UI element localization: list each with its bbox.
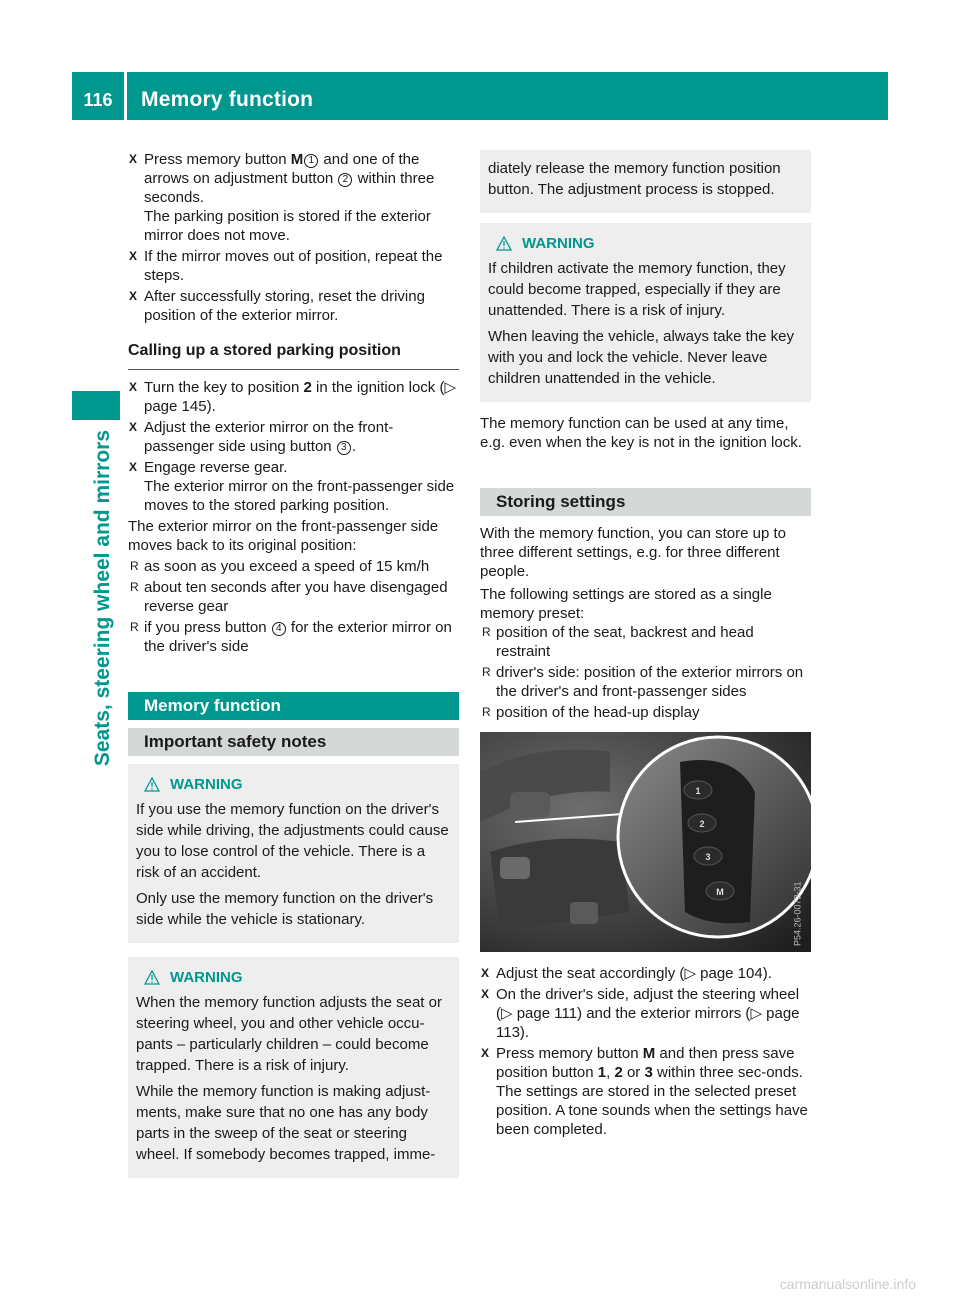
subsection-title-safety-notes: Important safety notes [128, 728, 459, 756]
calling-up-heading: Calling up a stored parking position [128, 341, 459, 370]
callout-number: 1 [304, 154, 318, 168]
callout-number: 4 [272, 622, 286, 636]
bullet-icon: R [130, 580, 139, 594]
warning-title: WARNING [136, 774, 451, 795]
memory-button-1-label: 1 [695, 786, 701, 796]
step-item: X Adjust the exterior mirror on the front-passenger side using button 3 . [129, 419, 394, 455]
list-item: R about ten seconds after you have disengaged reverse gear [130, 579, 448, 615]
list-item: R position of the seat, backrest and head restraint [482, 624, 754, 660]
step-arrow-icon: X [129, 460, 138, 474]
step-arrow-icon: X [481, 966, 490, 980]
bullet-icon: R [130, 620, 139, 634]
step-item: X If the mirror moves out of position, repeat the steps. [129, 248, 443, 284]
bullet-icon: R [130, 559, 139, 573]
left-column [128, 150, 459, 1178]
page-title: Memory function [141, 88, 314, 111]
page-reference-link[interactable]: page 104 [700, 965, 763, 982]
warning-box: WARNING If children activate the memory function, they could become trapped, especially if they are unattended. There is a risk of injury. When leaving the vehicle, always take the key with you and lock the vehicle. Never leave children unattended in the vehicle. [480, 223, 811, 402]
list-item: R as soon as you exceed a speed of 15 km/h [130, 558, 430, 575]
step-item: X Press memory button M and then press save position button 1, 2 or 3 within three sec-onds. The settings are stored in the selected preset position. A tone sounds when the settings have been completed. [481, 1045, 808, 1138]
step-arrow-icon: X [481, 1046, 490, 1060]
callout-number: 2 [338, 173, 352, 187]
figure-caption: P54.26-0072-31 [793, 881, 803, 946]
step-item: X Adjust the seat accordingly (▷ page 104). [481, 965, 772, 982]
step-item: X Engage reverse gear. The exterior mirror on the front-passenger side moves to the stored parking position. [129, 459, 455, 514]
bullet-icon: R [482, 665, 491, 679]
step-arrow-icon: X [129, 289, 138, 303]
header-separator [124, 72, 127, 120]
footer-watermark: carmanualsonline.info [779, 1276, 916, 1292]
memory-buttons-figure [480, 732, 811, 952]
warning-box-continued: diately release the memory function position button. The adjustment process is stopped. [480, 150, 811, 213]
list-item: R if you press button 4 for the exterior mirror on the driver's side [130, 619, 452, 655]
memory-button-2-label: 2 [699, 819, 705, 829]
right-column: diately release the memory function position button. The adjustment process is stopped. WARNING If children activate the memory function, they could become trapped, especially if they are unattended. There is a risk of injury. When leaving the vehicle, always take the key with you and lock the vehicle. Never leave children unattended in the vehicle. The memory function can be used at any time, e.g. even when the key is not in the ignition lock. Storing settings With the memory function, you can store up to three different settings, e.g. for three different people. The following settings are stored as a single memory preset: R position of the seat, backrest and head restraint R driver's side: position of the exterior mirrors on the driver's and front-passenger sides R position of the head-up display 1 2 3 M P54.26-0072-31 X Adjust the seat accordingly (▷ page 104). X On the driver's side, adjust the steering wheel (▷ page 111) and the exterior mirrors (▷ page 113). X Press memory button M and then press save position button 1, 2 or 3 within three sec-onds. The settings are stored in the selected preset position. A tone sounds when the settings have been completed. [480, 150, 811, 1141]
page-ref-arrow-icon: ▷ [684, 965, 701, 982]
step-arrow-icon: X [129, 249, 138, 263]
step-item: X Press memory button M 1 and one of the arrows on adjustment button 2 within three seconds. The parking position is stored if the exterior mirror does not move. [129, 151, 435, 244]
page-reference-link[interactable]: page 111 [516, 1005, 578, 1022]
door-panel-illustration [480, 732, 811, 952]
warning-box: WARNING When the memory function adjusts the seat or steering wheel, you and other vehicle occu-pants – particularly children – could become trapped. There is a risk of injury. While the memory function is making adjust-ments, make sure that no one has any body parts in the sweep of the seat or steering wheel. If somebody becomes trapped, imme- [128, 957, 459, 1178]
step-item: X On the driver's side, adjust the steering wheel (▷ page 111) and the exterior mirrors (▷ page 113). [481, 986, 800, 1041]
step-item: X Turn the key to position 2 in the ignition lock (▷ page 145). [129, 379, 456, 415]
step-arrow-icon: X [481, 987, 490, 1001]
page-ref-arrow-icon: ▷ [501, 1005, 517, 1022]
any-time-text: The memory function can be used at any time, e.g. even when the key is not in the ignition lock. [480, 415, 802, 451]
step-arrow-icon: X [129, 420, 138, 434]
warning-title: WARNING [488, 233, 803, 254]
page-reference-link[interactable]: page 145 [144, 398, 207, 415]
section-title-memory-function: Memory function [128, 692, 459, 720]
side-tab-marker [72, 391, 120, 420]
warning-triangle-icon [496, 236, 512, 251]
warning-triangle-icon [144, 777, 160, 792]
memory-button-3-label: 3 [705, 852, 711, 862]
warning-title: WARNING [136, 967, 451, 988]
step-arrow-icon: X [129, 152, 138, 166]
list-item: R driver's side: position of the exterior mirrors on the driver's and front-passenger sides [482, 664, 804, 700]
page-ref-arrow-icon: ▷ [750, 1005, 767, 1022]
callout-number: 3 [337, 441, 351, 455]
bullet-icon: R [482, 705, 491, 719]
warning-box: WARNING If you use the memory function on the driver's side while driving, the adjustments could cause you to lose control of the vehicle. There is a risk of an accident. Only use the memory function on the driver's side while the vehicle is stationary. [128, 764, 459, 943]
page-number: 116 [83, 90, 113, 110]
page-reference-link[interactable]: page 113 [496, 1005, 800, 1041]
memory-button-m-label: M [716, 887, 724, 897]
step-arrow-icon: X [129, 380, 138, 394]
warning-triangle-icon [144, 970, 160, 985]
section-title-storing-settings: Storing settings [480, 488, 811, 516]
step-item: X After successfully storing, reset the driving position of the exterior mirror. [129, 288, 425, 324]
moves-back-text: The exterior mirror on the front-passenger side moves back to its original position: [128, 518, 439, 554]
page-ref-arrow-icon: ▷ [444, 379, 456, 396]
side-tab-label: Seats, steering wheel and mirrors [91, 430, 114, 767]
bullet-icon: R [482, 625, 491, 639]
list-item: R position of the head-up display [482, 704, 700, 721]
